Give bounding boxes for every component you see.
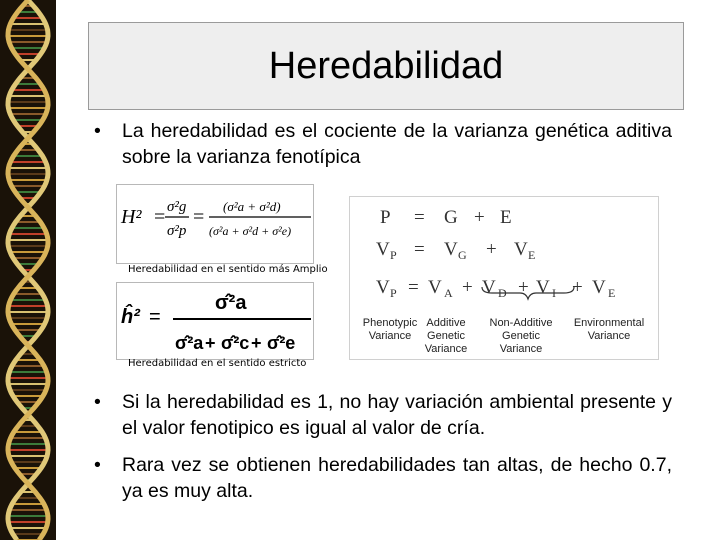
line2-v2: V [444,239,458,260]
label-non-additive-line2: Genetic [502,330,540,342]
line2-v1: V [376,239,390,260]
slide-title-box [88,22,684,110]
caption-narrow: Heredabilidad en el sentido estricto [128,358,307,369]
narrow-heritability-formula [116,282,314,360]
bullet-text-2: Si la heredabilidad es 1, no hay variación ambiental presente y el valor fenotipico es igual al valor de cría. [122,391,672,439]
caption-broad: Heredabilidad en el sentido más Amplio [128,264,328,275]
line1-plus: + [474,207,485,228]
label-additive [416,317,476,356]
label-environmental-line1: Environmental [573,317,645,329]
line3-plus3: + [572,277,583,297]
line3-vd: V [482,277,496,297]
line2-v2-sub: G [458,248,467,262]
bullet-icon: • [94,120,101,142]
label-non-additive [480,317,562,356]
line1-p: P [380,207,391,228]
label-additive-line1: Additive [426,317,466,329]
formula-narrow-den-a: σ̂²a [175,333,204,353]
variance-decomposition-diagram [349,196,659,360]
formula-den2: (σ²a + σ²d + σ²e) [209,224,292,238]
line3-plus2: + [518,277,529,297]
bullet-text-3: Rara vez se obtienen heredabilidades tan altas, de hecho 0.7, ya es muy alta. [122,454,672,502]
bullet-text-1: La heredabilidad es el cociente de la varianza genética aditiva sobre la varianza fenotípica [122,120,672,168]
label-phenotypic-line1: Phenotypic [362,317,418,329]
label-additive-line2: Genetic [427,330,465,342]
label-environmental-line2: Variance [587,330,631,342]
line2-plus: + [486,239,497,260]
line3-vi: V [536,277,550,297]
line3-plus1: + [462,277,473,297]
nonadditive-brace [350,285,660,301]
formula-num2: (σ²a + σ²d) [223,199,281,214]
label-environmental [564,317,654,343]
bullet-item-2 [94,389,672,441]
bullet-item-3 [94,452,672,504]
formula-narrow-den-c: σ̂²c [221,333,250,353]
formula-eq1: = [154,206,166,228]
label-additive-line3: Variance [424,343,468,355]
line3-v-sub: P [390,286,397,297]
line3-eq: = [408,277,419,297]
line1-eq: = [414,207,425,228]
slide-title: Heredabilidad [268,44,504,87]
line2-v3: V [514,239,528,260]
line3-vd-sub: D [498,286,507,297]
line3-vi-sub: I [552,286,556,297]
line2-v3-sub: E [528,248,536,262]
formula-den1: σ²p [167,223,187,239]
formula-narrow-eq: = [149,306,161,328]
line3-va-sub: A [444,286,453,297]
label-phenotypic-line2: Variance [368,330,412,342]
broad-heritability-formula [116,184,314,264]
line2-eq: = [414,239,425,260]
line1-e: E [500,207,512,228]
line3-ve-sub: E [608,286,616,297]
line3-va: V [428,277,442,297]
formula-eq2: = [193,206,205,228]
formula-narrow-plus1: + [205,333,216,353]
dna-helix-image [0,0,56,540]
formula-narrow-plus2: + [251,333,262,353]
label-non-additive-line3: Variance [499,343,543,355]
line2-v1-sub: P [390,248,397,262]
bullet-icon: • [94,391,101,413]
formula-num1: σ²g [167,199,187,215]
line3-ve: V [592,277,606,297]
formula-narrow-num: σ̂²a [215,292,247,314]
line3-v: V [376,277,390,297]
bullet-icon: • [94,454,101,476]
label-non-additive-line1: Non-Additive [489,317,553,329]
line1-g: G [444,207,458,228]
formula-narrow-den-e: σ̂²e [267,333,296,353]
formula-narrow-lhs: ĥ² [121,306,140,328]
bullet-item-1 [94,118,672,170]
formula-lhs: H² [121,206,142,228]
